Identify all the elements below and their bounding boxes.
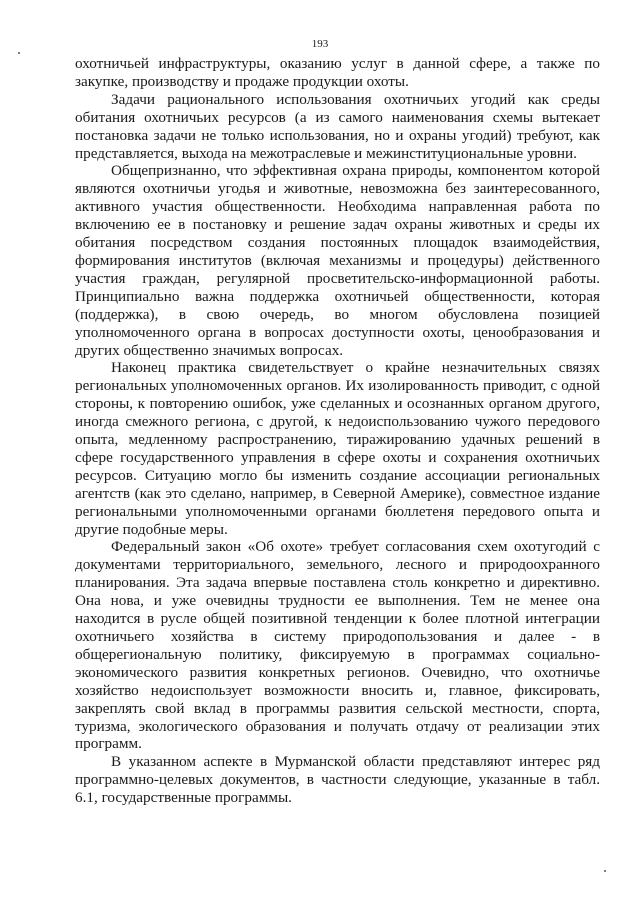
paragraph-tasks: Задачи рационального использования охотничьих угодий как среды обитания охотничьих ресурсов (а из самого наименования схемы вытекает постановка задачи не только использования, но и охраны угодий) требуют, как представляется, выхода на межотраслевые и межинституциональные уровни. [75,90,600,162]
paragraph-federal-law: Федеральный закон «Об охоте» требует согласования схем охотугодий с документами территориального, земельного, лесного и природоохранного планирования. Эта задача впервые поставлена столь конкретно и директивно. Она нова, и уже очевидны трудности ее выполнения. Тем не менее она находится в русле общей позитивной тенденции к более плотной интеграции охотничьего хозяйства в систему природопользования и далее - в общерегиональную политику, фиксируемую в программах социально-экономического развития конкретных регионов. Очевидно, что охотничье хозяйство недоиспользует возможности вносить и, главное, фиксировать, закреплять свой вклад в программы развития сельской местности, спорта, туризма, экологического образования и получать отдачу от реализации этих программ. [75,538,600,753]
page-number: 193 [311,38,329,50]
scan-speck [604,870,606,872]
document-body [75,55,600,807]
paragraph-public-participation: Общепризнанно, что эффективная охрана природы, компонентом которой являются охотничьи угодья и животные, невозможна без заинтересованного, активного участия общественности. Необходима направленная работа по включению ее в постановку и решение задач охраны животных и среды их обитания посредством создания постоянных площадок взаимодействия, формирования институтов (включая механизмы и процедуры) действенного участия граждан, регулярной просветительско-информационной работы. Принципиально важна поддержка охотничьей общественности, которая (поддержка), в свою очередь, во многом обусловлена позицией уполномоченного органа в вопросах доступности охоты, ценообразования и других общественно значимых вопросах. [75,162,600,359]
paragraph-regional-practice: Наконец практика свидетельствует о крайне незначительных связях региональных уполномоченных органов. Их изолированность приводит, с одной стороны, к повторению ошибок, уже сделанных и осознанных органом другого, иногда смежного региона, с другой, к недоиспользованию чужого передового опыта, медленному распространению, тиражированию удачных решений в сфере государственного управления в сфере охоты и сохранения охотничьих ресурсов. Ситуацию могло бы изменить создание ассоциации региональных агентств (как это сделано, например, в Северной Америке), совместное издание региональными уполномоченными органами бюллетеня передового опыта и другие подобные меры. [75,359,600,538]
scan-speck [18,52,20,54]
paragraph-murmansk: В указанном аспекте в Мурманской области представляют интерес ряд программно-целевых документов, в частности следующие, указанные в табл. 6.1, государственные программы. [75,753,600,807]
paragraph-continuation: охотничьей инфраструктуры, оказанию услуг в данной сфере, а также по закупке, производству и продаже продукции охоты. [75,55,600,90]
